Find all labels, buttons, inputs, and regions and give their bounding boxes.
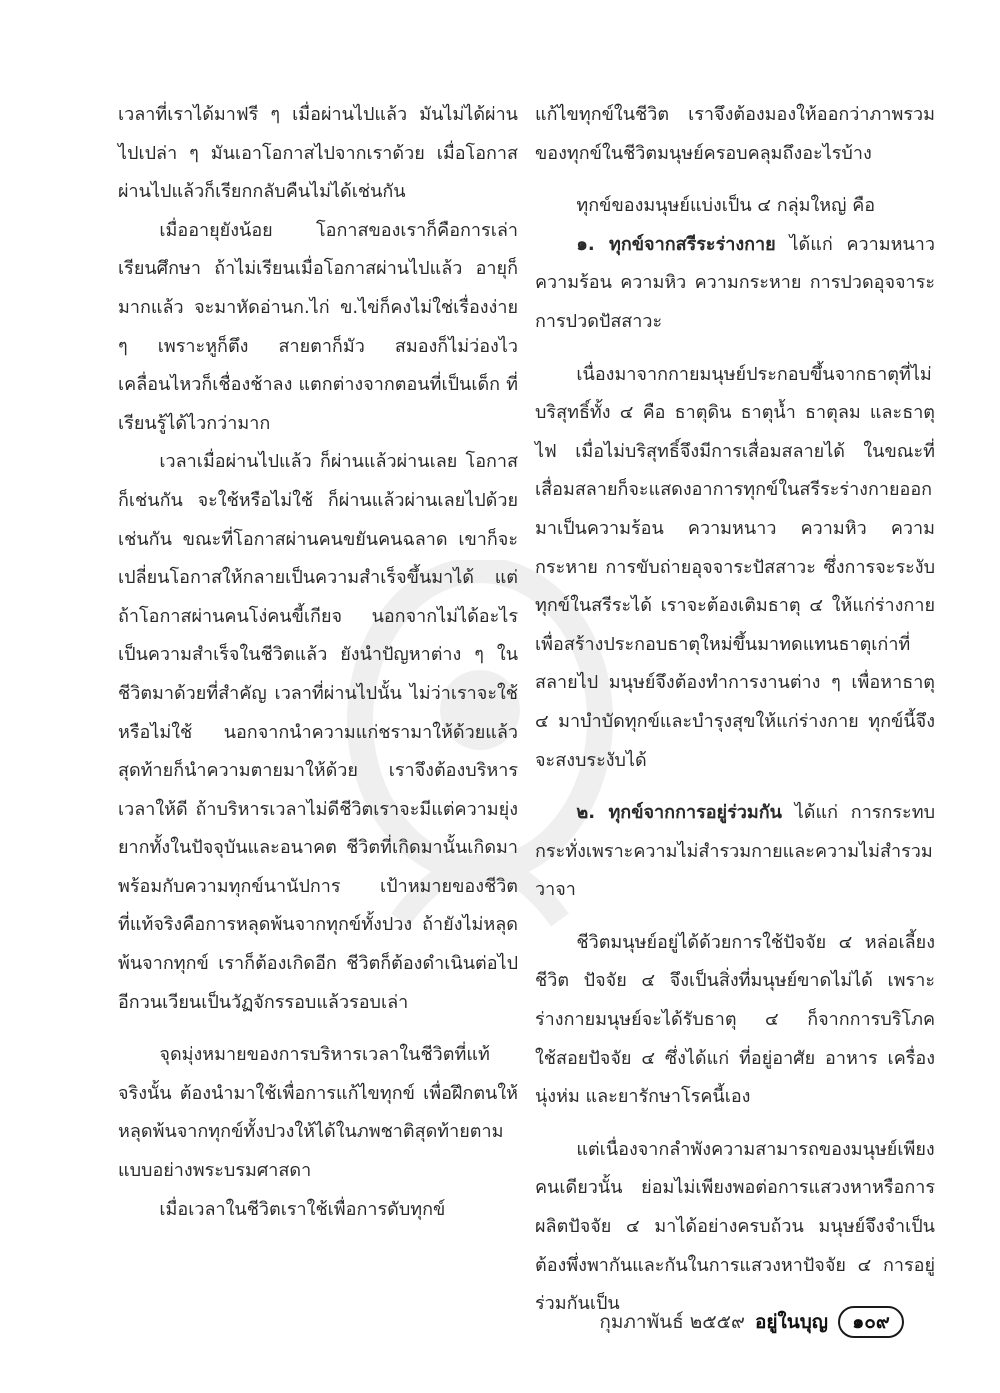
left-paragraph-1: เวลาที่เราได้มาฟรี ๆ เมื่อผ่านไปแล้ว มันไม่ได้ผ่านไปเปล่า ๆ มันเอาโอกาสไปจากเราด้วย เมื่อโอกาสผ่านไปแล้วก็เรียกกลับคืนไม่ได้เช่นกัน <box>118 104 518 203</box>
section-text-1: ได้แก่ ความหนาว ความร้อน ความหิว ความกระหาย การปวดอุจจาระ การปวดปัสสาวะ <box>535 233 935 332</box>
section-heading-2: ๒. ทุกข์จากการอยู่ร่วมกัน <box>576 802 782 824</box>
right-paragraph-3 <box>535 226 935 342</box>
right-column <box>535 96 935 1324</box>
right-paragraph-2: ทุกข์ของมนุษย์แบ่งเป็น ๔ กลุ่มใหญ่ คือ <box>576 195 876 217</box>
right-paragraph-6: ชีวิตมนุษย์อยู่ได้ด้วยการใช้ปัจจัย ๔ หล่อเลี้ยงชีวิต ปัจจัย ๔ จึงเป็นสิ่งที่มนุษย์ขาดไม่ได้ เพราะร่างกายมนุษย์จะได้รับธาตุ ๔ ก็จากการบริโภคใช้สอยปัจจัย ๔ ซึ่งได้แก่ ที่อยู่อาศัย อาหาร เครื่องนุ่งห่ม และยารักษาโรคนี้เอง <box>535 931 935 1108</box>
right-paragraph-1: แก้ไขทุกข์ในชีวิต เราจึงต้องมองให้ออกว่าภาพรวมของทุกข์ในชีวิตมนุษย์ครอบคลุมถึงอะไรบ้าง <box>535 104 935 164</box>
left-paragraph-2: เมื่ออายุยังน้อย โอกาสของเราก็คือการเล่าเรียนศึกษา ถ้าไม่เรียนเมื่อโอกาสผ่านไปแล้ว อายุก็มากแล้ว จะมาหัดอ่านก.ไก่ ข.ไข่ก็คงไม่ใช่เรื่องง่าย ๆ เพราะหูก็ตึง สายตาก็มัว สมองก็ไม่ว่องไว เคลื่อนไหวก็เชื่องช้าลง แตกต่างจากตอนที่เป็นเด็ก ที่เรียนรู้ได้ไวกว่ามาก <box>118 219 518 434</box>
section-heading-1: ๑. ทุกข์จากสรีระร่างกาย <box>576 233 776 255</box>
footer-publication: อยู่ในบุญ <box>754 1311 828 1333</box>
page-footer <box>599 1305 904 1339</box>
left-paragraph-3: เวลาเมื่อผ่านไปแล้ว ก็ผ่านแล้วผ่านเลย โอกาสก็เช่นกัน จะใช้หรือไม่ใช้ ก็ผ่านแล้วผ่านเลยไปด้วยเช่นกัน ขณะที่โอกาสผ่านคนขยันคนฉลาด เขาก็จะเปลี่ยนโอกาสให้กลายเป็นความสำเร็จขึ้นมาได้ แต่ถ้าโอกาสผ่านคนโง่คนขี้เกียจ นอกจากไม่ได้อะไรเป็นความสำเร็จในชีวิตแล้ว ยังนำปัญหาต่าง ๆ ในชีวิตมาด้วยที่สำคัญ เวลาที่ผ่านไปนั้น ไม่ว่าเราจะใช้หรือไม่ใช้ นอกจากนำความแก่ชรามาให้ด้วยแล้ว สุดท้ายก็นำความตายมาให้ด้วย เราจึงต้องบริหารเวลาให้ดี ถ้าบริหารเวลาไม่ดีชีวิตเราจะมีแต่ความยุ่งยากทั้งในปัจจุบันและอนาคต ชีวิตที่เกิดมานั้นเกิดมาพร้อมกับความทุกข์นานัปการ เป้าหมายของชีวิตที่แท้จริงคือการหลุดพ้นจากทุกข์ทั้งปวง ถ้ายังไม่หลุดพ้นจากทุกข์ เราก็ต้องเกิดอีก ชีวิตก็ต้องดำเนินต่อไปอีกวนเวียนเป็นวัฏจักรรอบแล้วรอบเล่า <box>118 451 518 1013</box>
left-paragraph-4: จุดมุ่งหมายของการบริหารเวลาในชีวิตที่แท้จริงนั้น ต้องนำมาใช้เพื่อการแก้ไขทุกข์ เพื่อฝึกตนให้หลุดพ้นจากทุกข์ทั้งปวงให้ได้ในภพชาติสุดท้ายตามแบบอย่างพระบรมศาสดา <box>118 1044 518 1182</box>
footer-date: กุมภาพันธ์ ๒๕๕๙ <box>599 1311 745 1333</box>
right-paragraph-4: เนื่องมาจากกายมนุษย์ประกอบขึ้นจากธาตุที่ไม่บริสุทธิ์ทั้ง ๔ คือ ธาตุดิน ธาตุน้ำ ธาตุลม และธาตุไฟ เมื่อไม่บริสุทธิ์จึงมีการเสื่อมสลายได้ ในขณะที่เสื่อมสลายก็จะแสดงอาการทุกข์ในสรีระร่างกายออกมาเป็นความร้อน ความหนาว ความหิว ความกระหาย การขับถ่ายอุจจาระปัสสาวะ ซึ่งการจะระงับทุกข์ในสรีระได้ เราจะต้องเติมธาตุ ๔ ให้แก่ร่างกาย เพื่อสร้างประกอบธาตุใหม่ขึ้นมาทดแทนธาตุเก่าที่สลายไป มนุษย์จึงต้องทำการงานต่าง ๆ เพื่อหาธาตุ ๔ มาบำบัดทุกข์และบำรุงสุขให้แก่ร่างกาย ทุกข์นี้จึงจะสงบระงับได้ <box>535 363 935 771</box>
page-number: ๑๐๙ <box>838 1306 904 1338</box>
left-paragraph-5: เมื่อเวลาในชีวิตเราใช้เพื่อการดับทุกข์ <box>159 1198 446 1220</box>
section-text-2: ได้แก่ การกระทบกระทั่งเพราะความไม่สำรวมกายและความไม่สำรวมวาจา <box>535 802 936 901</box>
right-paragraph-5 <box>535 794 935 910</box>
right-paragraph-7: แต่เนื่องจากลำพังความสามารถของมนุษย์เพียงคนเดียวนั้น ย่อมไม่เพียงพอต่อการแสวงหาหรือการผลิตปัจจัย ๔ มาได้อย่างครบถ้วน มนุษย์จึงจำเป็นต้องพึ่งพากันและกันในการแสวงหาปัจจัย ๔ การอยู่ร่วมกันเป็น <box>535 1138 935 1315</box>
left-column <box>118 96 518 1229</box>
